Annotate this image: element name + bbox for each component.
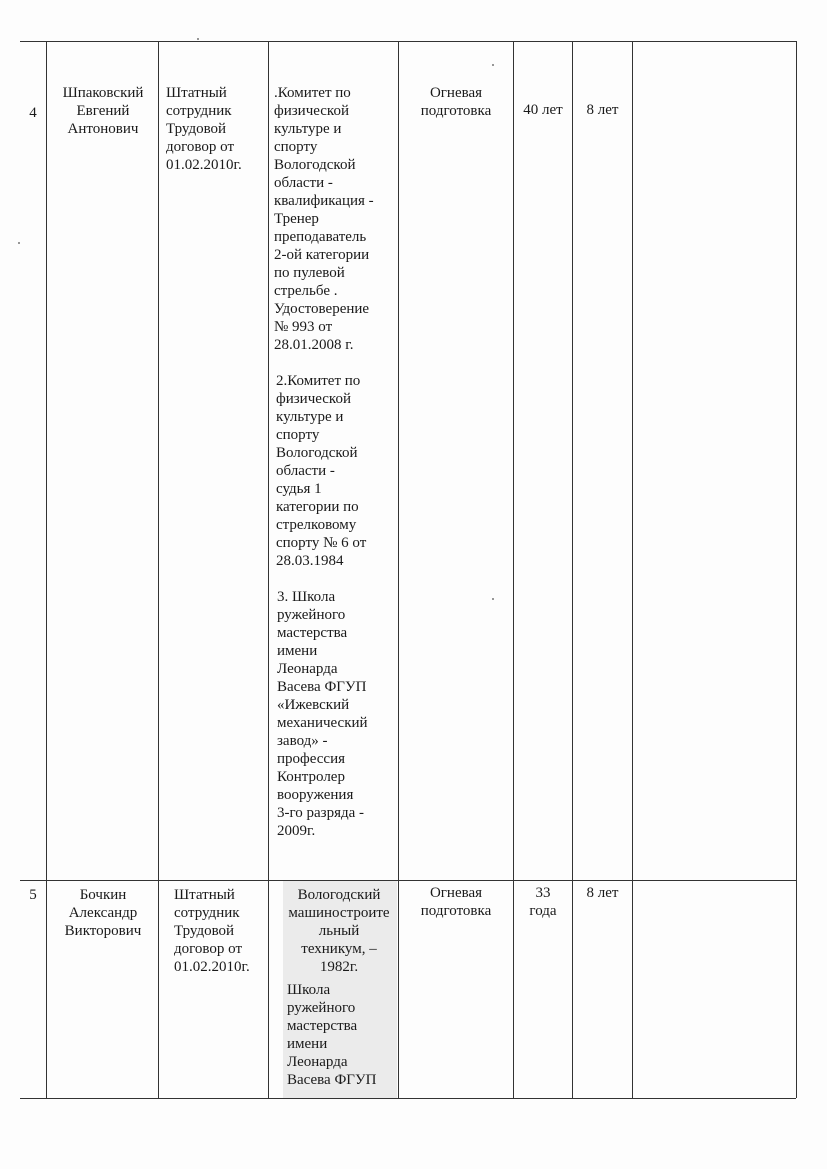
teaching-experience: 8 лет [586,885,619,901]
column-border [632,41,633,1098]
teacher-name: Шпаковский Евгений Антонович [62,85,144,137]
column-border [268,41,269,1098]
column-border [572,41,573,1098]
table-top-border [20,41,796,42]
total-experience: 40 лет [523,102,563,118]
employment-status: Штатный сотрудник Трудовой договор от 01.02.2010г. [174,887,250,975]
table-right-border [796,41,797,1098]
discipline: Огневая подготовка [420,885,492,919]
total-experience: 33 года [529,885,557,919]
employment-status: Штатный сотрудник Трудовой договор от 01.02.2010г. [166,85,242,173]
scan-speck [492,64,494,66]
scan-speck [18,242,20,244]
table-bottom-border [20,1098,796,1099]
row-divider [20,880,796,881]
row-number: 4 [29,105,37,121]
teacher-name: Бочкин Александр Викторович [64,887,142,939]
teaching-experience: 8 лет [586,102,619,118]
education-details: Вологодский машиностроите льный техникум, – 1982г. Школа ружейного мастерства имени Леонарда Васева ФГУП [287,887,390,1088]
column-border [398,41,399,1098]
scan-speck [197,38,199,40]
scan-speck [492,598,494,600]
education-details: .Комитет по физической культуре и спорту Вологодской области - квалификация - Тренер преподаватель 2-ой категории по пулевой стрельбе . Удостоверение № 993 от 28.01.2008 г. 2.Комитет по физической культуре и спорту Вологодской области - судья 1 категории по стрелковому спорту № 6 от 28.03.1984 3. Школа ружейного мастерства имени Леонарда Васева ФГУП «Ижевский механический завод» - профессия Контролер вооружения 3-го разряда - 2009г. [274,85,374,839]
row-number: 5 [29,887,37,903]
column-border [46,41,47,1098]
column-border [158,41,159,1098]
column-border [513,41,514,1098]
discipline: Огневая подготовка [420,85,492,119]
